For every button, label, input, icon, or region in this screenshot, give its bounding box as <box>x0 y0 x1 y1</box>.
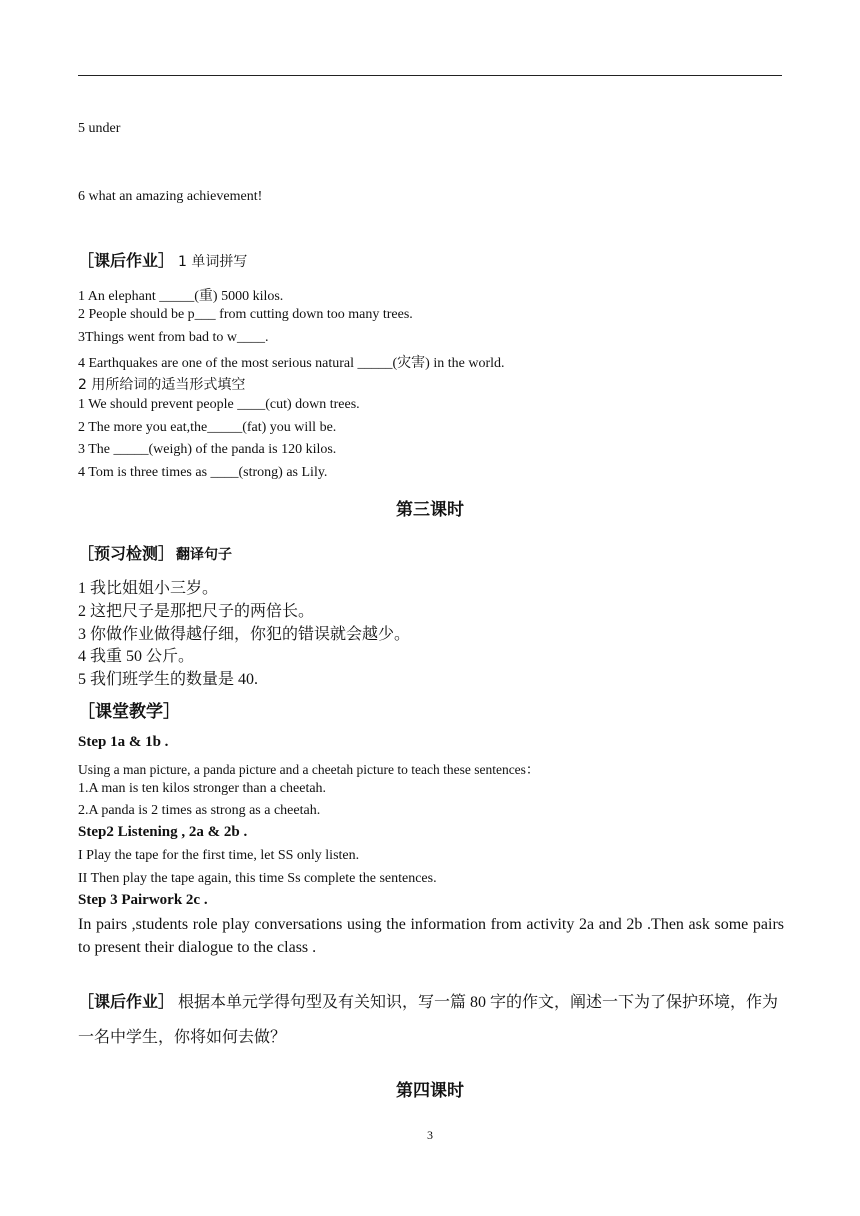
fill-item-3: 3 The _____(weigh) of the panda is 120 kilos. <box>78 442 337 457</box>
spelling-item-2: 2 People should be p___ from cutting down too many trees. <box>78 307 413 322</box>
step1-line-2: 1.A man is ten kilos stronger than a cheetah. <box>78 781 327 796</box>
page-number: 3 <box>427 1128 433 1142</box>
preview-bracket: ［预习检测］ <box>78 544 175 563</box>
step1-heading: Step 1a & 1b . <box>78 734 169 750</box>
preview-label: 翻译句子 <box>176 547 233 563</box>
fill-in-label: 2 用所给词的适当形式填空 <box>78 377 246 393</box>
homework2-bracket: ［课后作业］ <box>78 992 175 1011</box>
homework2-paragraph <box>78 984 784 1055</box>
header-rule <box>78 75 782 76</box>
translation-1: 1 我比姐姐小三岁。 <box>78 580 219 597</box>
answer-line-5: 5 under <box>78 121 121 136</box>
homework-heading <box>78 248 247 271</box>
step2-line-2: II Then play the tape again, this time Ss complete the sentences. <box>78 871 437 886</box>
translation-5: 5 我们班学生的数量是 40. <box>78 671 259 688</box>
spelling-item-4: 4 Earthquakes are one of the most serious natural _____(灾害) in the world. <box>78 356 505 371</box>
homework-bracket: ［课后作业］ <box>78 251 175 270</box>
step1-line-3: 2.A panda is 2 times as strong as a cheetah. <box>78 803 321 818</box>
step3-paragraph: In pairs ,students role play conversations using the information from activity 2a and 2b .Then ask some pairs to present their dialogue to the class . <box>78 916 784 956</box>
answer-line-6: 6 what an amazing achievement! <box>78 189 263 204</box>
translation-3: 3 你做作业做得越仔细，你犯的错误就会越少。 <box>78 626 411 643</box>
spelling-item-1: 1 An elephant _____(重) 5000 kilos. <box>78 289 284 304</box>
homework-label: 1 单词拼写 <box>178 254 248 270</box>
fill-item-4: 4 Tom is three times as ____(strong) as Lily. <box>78 465 328 480</box>
lesson3-title: 第三课时 <box>396 500 464 520</box>
translation-4: 4 我重 50 公斤。 <box>78 648 195 665</box>
homework2-text: 根据本单元学得句型及有关知识，写一篇 80 字的作文，阐述一下为了保护环境，作为一名中学生，你将如何去做？ <box>78 994 779 1046</box>
spelling-item-3: 3Things went from bad to w____. <box>78 330 269 345</box>
fill-item-2: 2 The more you eat,the_____(fat) you will be. <box>78 420 337 435</box>
translation-2: 2 这把尺子是那把尺子的两倍长。 <box>78 603 315 620</box>
fill-item-1: 1 We should prevent people ____(cut) down trees. <box>78 397 360 412</box>
step1-line-1: Using a man picture, a panda picture and a cheetah picture to teach these sentences： <box>78 762 540 777</box>
step2-line-1: I Play the tape for the first time, let SS only listen. <box>78 848 360 863</box>
preview-heading <box>78 541 232 564</box>
step2-heading: Step2 Listening , 2a & 2b . <box>78 824 248 840</box>
classroom-heading: ［课堂教学］ <box>78 702 180 722</box>
lesson4-title: 第四课时 <box>396 1081 464 1101</box>
step3-heading: Step 3 Pairwork 2c . <box>78 892 208 908</box>
